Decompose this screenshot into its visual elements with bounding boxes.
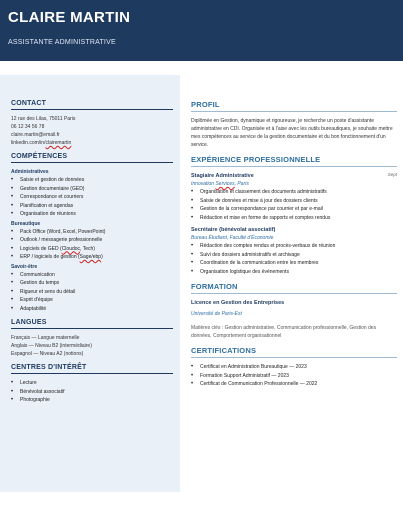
ged-word: Cloudoc — [61, 245, 81, 252]
list-item: • Adaptabilité — [11, 305, 173, 314]
skills-heading: COMPÉTENCES — [11, 153, 173, 163]
skills-office-label: Bureautique — [11, 220, 41, 227]
list-item: • Saisie et gestion de données — [11, 176, 173, 185]
list-item: • Esprit d'équipe — [11, 296, 173, 305]
list-item: • Lecture — [11, 379, 173, 388]
job-date: Sept — [387, 172, 397, 177]
erp-word: Sage/ebp — [79, 254, 102, 260]
certifications-list — [191, 363, 397, 389]
ged-suffix: , Tech) — [80, 245, 95, 252]
list-item: • Correspondance et courriers — [11, 193, 173, 202]
education-details: Matières clés : Gestion administrative, Communication professionnelle, Gestion des données, Comportement organisationnel — [191, 325, 377, 339]
contact-linkedin[interactable] — [11, 139, 173, 147]
contact-address: 12 rue des Lilas, 75011 Paris — [11, 116, 76, 122]
interests-heading: CENTRES D'INTÉRÊT — [11, 364, 173, 374]
list-item: • Certificat de Communication Professionnelle — 2022 — [191, 380, 397, 389]
list-item — [11, 245, 173, 254]
candidate-name: CLAIRE MARTIN — [8, 9, 131, 26]
ged-prefix: Logiciels de GED ( — [20, 245, 62, 252]
contact-email[interactable]: claire.martin@email.fr — [11, 132, 60, 138]
company-prefix: Innovation — [191, 181, 216, 187]
list-item: • Organisation et classement des documents administratifs — [191, 188, 397, 197]
resume-header — [0, 0, 403, 61]
erp-suffix: ) — [101, 254, 103, 260]
skills-soft-label: Savoir-être — [11, 263, 38, 270]
linkedin-handle: clairemartin — [45, 140, 72, 146]
job-header — [191, 172, 397, 180]
list-item: • Organisation logistique des événements — [191, 268, 397, 277]
degree-title: Licence en Gestion des Entreprises — [191, 300, 285, 306]
list-item — [11, 253, 173, 262]
list-item: • Rigueur et sens du détail — [11, 288, 173, 297]
contact-phone: 06 12 34 56 78 — [11, 124, 45, 130]
language-item: Espagnol — Niveau A2 (notions) — [11, 351, 84, 357]
candidate-role: ASSISTANTE ADMINISTRATIVE — [8, 39, 116, 46]
language-item: Anglais — Niveau B2 (intermédiaire) — [11, 343, 92, 349]
list-item: • Planification et agendas — [11, 202, 173, 211]
contact-heading: CONTACT — [11, 100, 173, 110]
job-title: Secrétaire (bénévolat associatif) — [191, 227, 276, 233]
languages-heading: LANGUES — [11, 319, 173, 329]
right-column — [191, 100, 397, 389]
job-title: Stagiaire Administrative — [191, 173, 254, 179]
list-item: • Saisie de données et mise à jour des dossiers clients — [191, 197, 397, 206]
job-tasks — [191, 242, 397, 276]
list-item: • Rédaction et mise en forme de rapports et comptes rendus — [191, 214, 397, 223]
list-item: • Gestion du temps — [11, 279, 173, 288]
skills-admin-label: Administratives — [11, 169, 49, 175]
profile-heading: PROFIL — [191, 100, 397, 112]
list-item: • Rédaction des comptes rendus et procès-verbaux de réunion — [191, 242, 397, 251]
list-item: • Suivi des dossiers administratifs et archivage — [191, 251, 397, 260]
skills-soft-list — [11, 271, 173, 314]
list-item: • Certificat en Administration Bureautique — 2023 — [191, 363, 397, 372]
list-item: • Gestion de la correspondance par courrier et par e-mail — [191, 205, 397, 214]
list-item: • Gestion documentaire (GED) — [11, 185, 173, 194]
job-company: Bureau Étudiant, Faculté d'Économie — [191, 235, 274, 241]
certifications-heading: CERTIFICATIONS — [191, 346, 397, 358]
list-item: • Outlook / messagerie professionnelle — [11, 236, 173, 245]
left-column — [11, 100, 173, 405]
list-item: • Pack Office (Word, Excel, PowerPoint) — [11, 228, 173, 237]
list-item: • Communication — [11, 271, 173, 280]
language-item: Français — Langue maternelle — [11, 335, 80, 341]
job-tasks — [191, 188, 397, 222]
job-company — [191, 180, 397, 188]
profile-text: Diplômée en Gestion, dynamique et rigoureuse, je recherche un poste d'assistante administrative en CDI. Organisée et à l'aise avec les outils bureautiques, je souhaite mettre mes compétences au service de la gestion documentaire et du bon fonctionnement d'un service. — [191, 118, 393, 148]
linkedin-prefix: linkedin.com/in/ — [11, 140, 46, 146]
school-name: Université de Paris-Est — [191, 311, 242, 317]
interests-list — [11, 379, 173, 405]
list-item: • Organisation de réunions — [11, 210, 173, 219]
erp-prefix: ERP / logiciels de gestion ( — [20, 254, 80, 260]
skills-admin-list — [11, 176, 173, 219]
skills-office-list — [11, 228, 173, 262]
list-item: • Bénévolat associatif — [11, 388, 173, 397]
list-item: • Coordination de la communication entre les membres — [191, 259, 397, 268]
list-item: • Photographie — [11, 396, 173, 405]
education-heading: FORMATION — [191, 282, 397, 294]
list-item: • Formation Support Administratif — 2023 — [191, 372, 397, 381]
company-word: Services — [215, 181, 235, 187]
company-suffix: , Paris — [234, 181, 249, 187]
experience-heading: EXPÉRIENCE PROFESSIONNELLE — [191, 155, 397, 167]
